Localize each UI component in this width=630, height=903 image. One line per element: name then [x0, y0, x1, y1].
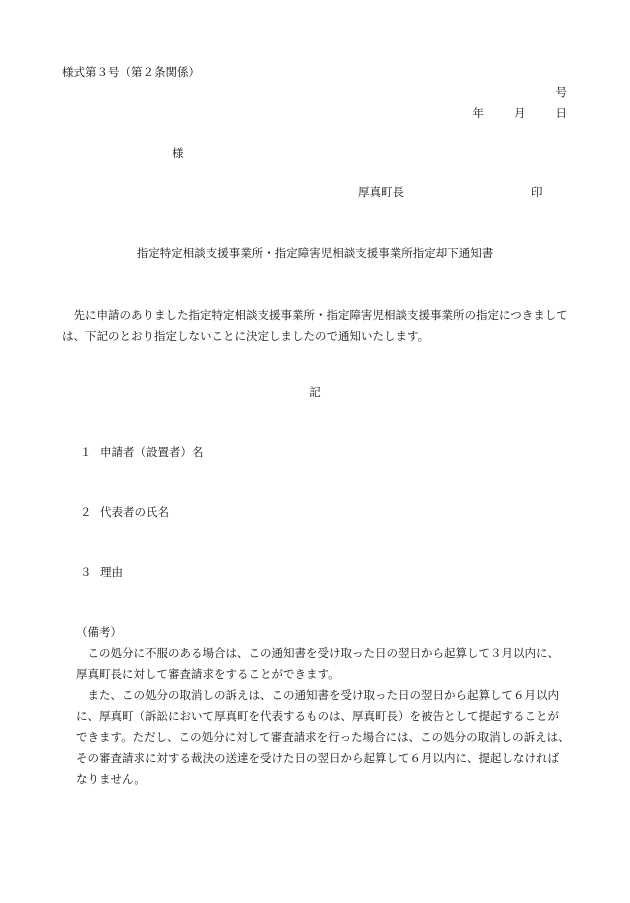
- list-item-representative: [80, 507, 169, 519]
- form-number: 様式第３号（第２条関係）: [62, 65, 200, 79]
- item-label: 代表者の氏名: [100, 505, 169, 519]
- document-title: 指定特定相談支援事業所・指定障害児相談支援事業所指定却下通知書: [136, 246, 494, 260]
- document-number-label: 号: [555, 85, 567, 99]
- addressee-honorific: 様: [172, 146, 184, 160]
- remarks-heading: （備考）: [76, 625, 122, 639]
- list-item-reason: [80, 567, 123, 579]
- notice-body: 先に申請のありました指定特定相談支援事業所・指定障害児相談支援事業所の指定につきましては、下記のとおり指定しないことに決定しましたので通知いたします。: [62, 308, 568, 343]
- item-label: 申請者（設置者）名: [100, 445, 204, 459]
- sender-name: 厚真町長: [358, 185, 404, 199]
- month-label: 月: [514, 106, 526, 120]
- list-item-applicant: [80, 447, 204, 459]
- date-row: [473, 108, 568, 120]
- remarks-body: [76, 643, 570, 790]
- ki-marker: 記: [309, 385, 321, 399]
- day-label: 日: [555, 106, 567, 120]
- item-label: 理由: [100, 565, 123, 579]
- item-number: ２: [80, 505, 92, 519]
- seal-mark: 印: [531, 185, 543, 199]
- remarks-paragraph-lawsuit: また、この処分の取消しの訴えは、この通知書を受け取った日の翌日から起算して６月以内に、厚真町（訴訟において厚真町を代表するものは、厚真町長）を被告として提起することができます。ただし、この処分に対して審査請求を行った場合には、この処分の取消しの訴えは、その審査請求に対する裁決の送達を受けた日の翌日から起算して６月以内に、提起しなければなりません。: [76, 688, 570, 786]
- item-number: １: [80, 445, 92, 459]
- item-number: ３: [80, 565, 92, 579]
- remarks-paragraph-appeal: この処分に不服のある場合は、この通知書を受け取った日の翌日から起算して３月以内に、厚真町長に対して審査請求をすることができます。: [76, 646, 559, 681]
- year-label: 年: [472, 106, 484, 120]
